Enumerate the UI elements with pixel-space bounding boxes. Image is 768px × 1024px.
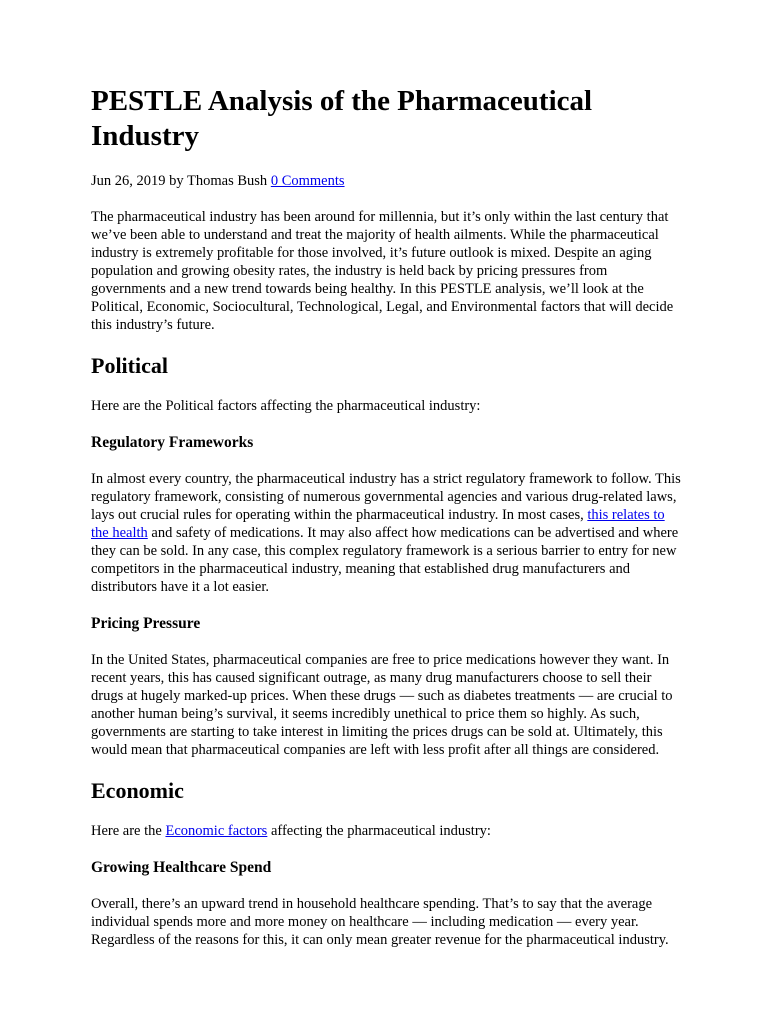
healthcare-paragraph: Overall, there’s an upward trend in household healthcare spending. That’s to say that the average individual spends more and more money on healthcare — including medication — every year. Regardless of the reasons for this, it can only mean greater revenue for the pharmaceutical industry.	[91, 896, 669, 948]
economic-factors-link[interactable]: Economic factors	[165, 823, 268, 839]
subheading-growing-healthcare-spend: Growing Healthcare Spend	[91, 859, 272, 876]
subheading-regulatory-frameworks: Regulatory Frameworks	[91, 434, 254, 451]
comments-link[interactable]: 0 Comments	[270, 173, 345, 189]
economic-intro-after: affecting the pharmaceutical industry:	[267, 823, 491, 839]
regulatory-text-before: In almost every country, the pharmaceutical industry has a strict regulatory framework to follow. This regulatory framework, consisting of numerous governmental agencies and various drug-related laws, lays out crucial rules for operating within the pharmaceutical industry. In most cases,	[91, 471, 681, 523]
health-safety-link[interactable]: this relates to the health	[91, 507, 665, 541]
pricing-paragraph: In the United States, pharmaceutical companies are free to price medications however they want. In recent years, this has caused significant outrage, as many drug manufacturers choose to sell their drugs at hugely marked-up prices. When these drugs — such as diabetes treatments — are crucial to another human being’s survival, it seems incredibly unethical to price them so highly. As such, governments are starting to take interest in limiting the prices drugs can be sold at. Ultimately, this would mean that pharmaceutical companies are left with less profit after all things are considered.	[91, 652, 673, 758]
author-name: Thomas Bush	[187, 173, 268, 189]
regulatory-text-after: and safety of medications. It may also affect how medications can be advertised and where they can be sold. In any case, this complex regulatory framework is a serious barrier to entry for new competitors in the pharmaceutical industry, meaning that established drug manufacturers and distributors have it a lot easier.	[91, 525, 679, 595]
section-heading-political: Political	[91, 353, 168, 378]
article-title: PESTLE Analysis of the Pharmaceutical Industry	[91, 85, 593, 152]
article	[91, 84, 681, 949]
political-intro: Here are the Political factors affecting the pharmaceutical industry:	[91, 398, 481, 414]
intro-paragraph: The pharmaceutical industry has been around for millennia, but it’s only within the last century that we’ve been able to understand and treat the majority of health ailments. While the pharmaceutical industry is extremely profitable for those involved, it’s future outlook is mixed. Despite an aging population and growing obesity rates, the industry is held back by pricing pressures from governments and a new trend towards being healthy. In this PESTLE analysis, we’ll look at the Political, Economic, Sociocultural, Technological, Legal, and Environmental factors that will decide this industry’s future.	[91, 209, 674, 333]
economic-intro	[91, 822, 681, 840]
article-meta	[91, 172, 681, 191]
post-date: Jun 26, 2019	[91, 173, 166, 189]
regulatory-paragraph	[91, 470, 681, 596]
section-heading-economic: Economic	[91, 778, 184, 803]
subheading-pricing-pressure: Pricing Pressure	[91, 615, 201, 632]
by-label: by	[169, 173, 184, 189]
economic-intro-before: Here are the	[91, 823, 166, 839]
